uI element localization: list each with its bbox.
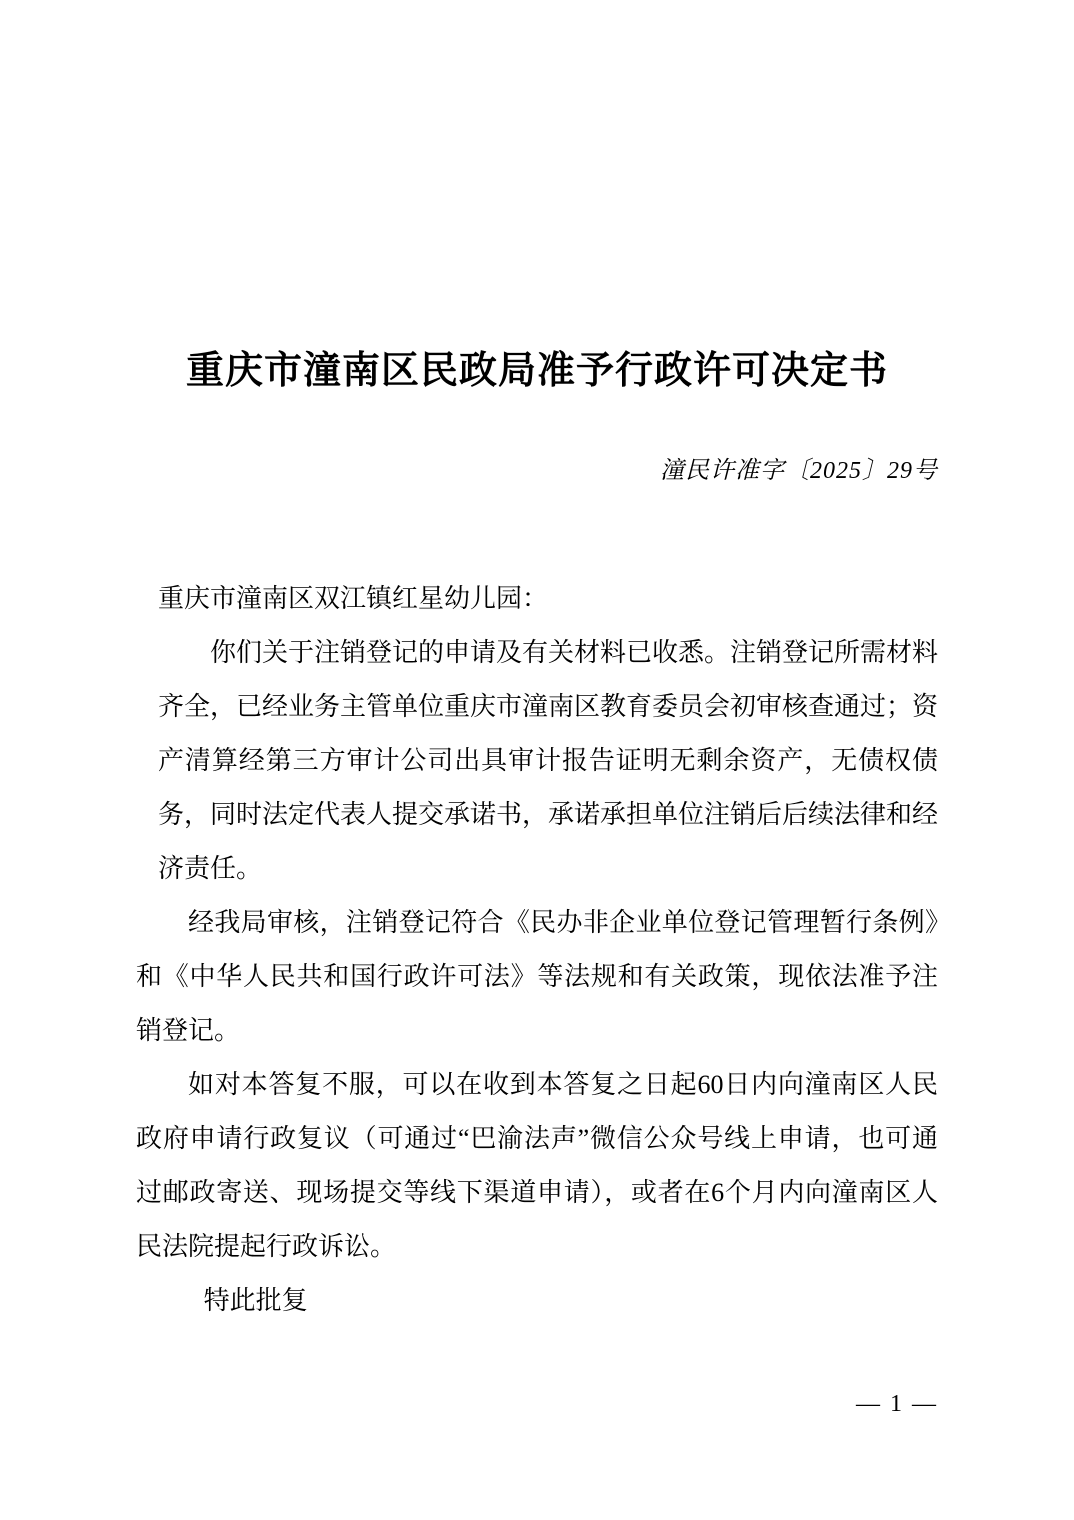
document-body [136,572,938,1328]
body-paragraph-1: 你们关于注销登记的申请及有关材料已收悉。注销登记所需材料齐全，已经业务主管单位重庆市潼南区教育委员会初审核查通过；资产清算经第三方审计公司出具审计报告证明无剩余资产，无债权债务，同时法定代表人提交承诺书，承诺承担单位注销后后续法律和经济责任。 [158,638,939,883]
page-number: — 1 — [856,1391,938,1417]
closing-line: 特此批复 [203,1286,308,1315]
document-title: 重庆市潼南区民政局准予行政许可决定书 [185,350,888,392]
salutation: 重庆市潼南区双江镇红星幼儿园： [158,584,549,613]
body-paragraph-3: 如对本答复不服，可以在收到本答复之日起60日内向潼南区人民政府申请行政复议（可通过“巴渝法声”微信公众号线上申请，也可通过邮政寄送、现场提交等线下渠道申请），或者在6个月内向潼南区人民法院提起行政诉讼。 [136,1070,938,1261]
document-number: 潼民许准字〔2025〕29号 [660,458,938,484]
body-paragraph-2: 经我局审核，注销登记符合《民办非企业单位登记管理暂行条例》和《中华人民共和国行政许可法》等法规和有关政策，现依法准予注销登记。 [136,908,938,1045]
